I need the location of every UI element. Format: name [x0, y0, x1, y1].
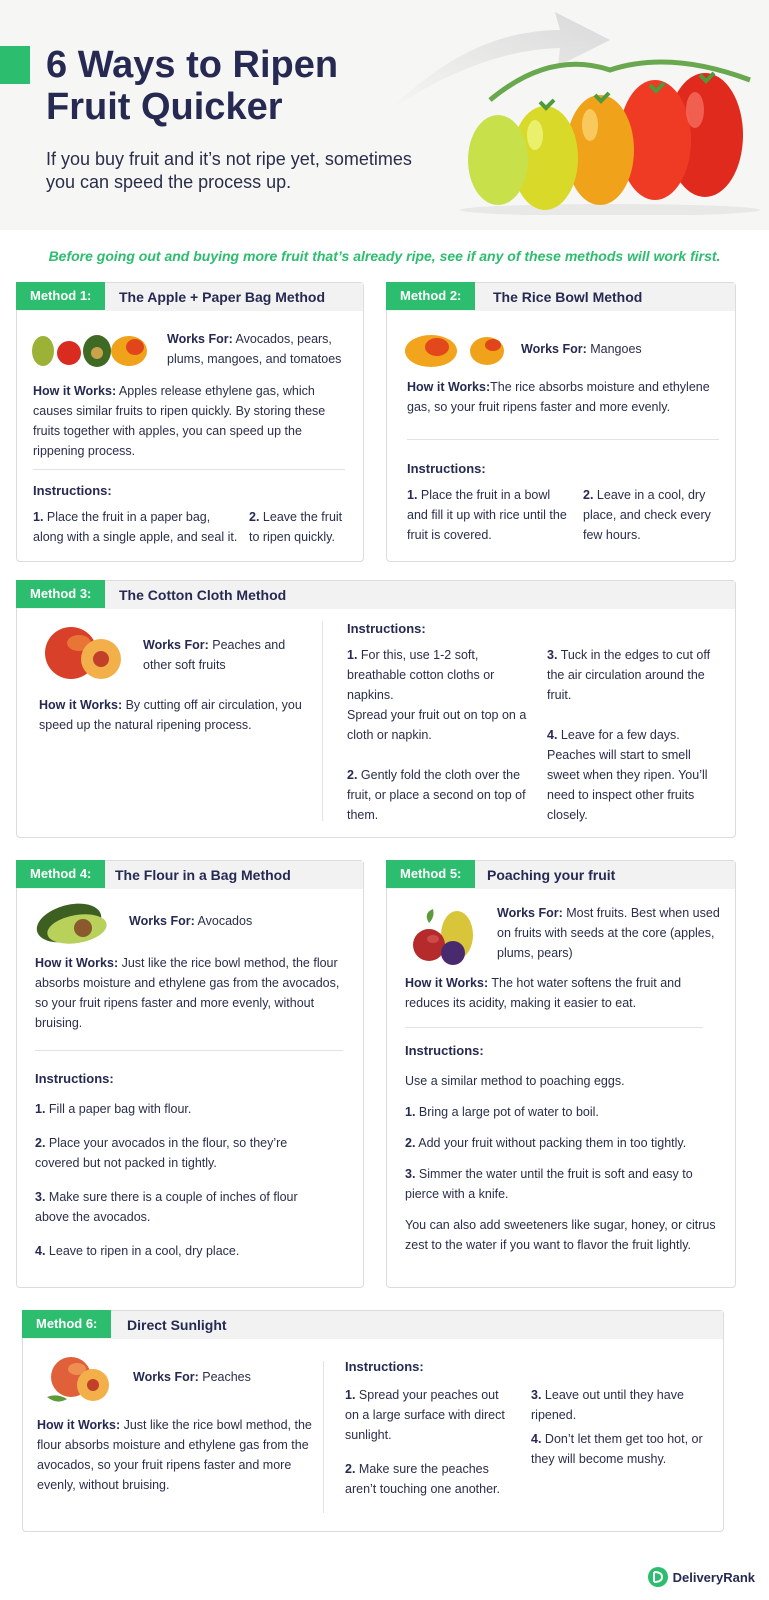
method-6-badge: Method 6: [22, 1310, 111, 1338]
intro-text: Before going out and buying more fruit that’s already ripe, see if any of these methods will work first. [48, 248, 721, 264]
method-5-step-1: 1. Bring a large pot of water to boil. [405, 1105, 599, 1119]
method-6-how-it-works: How it Works: Just like the rice bowl method, the flour absorbs moisture and ethylene gas from the avocados, so your fruit ripens faster and more evenly, without bruising. [37, 1418, 312, 1492]
mixed-fruits-icon [409, 901, 485, 967]
method-1-card [16, 282, 364, 562]
method-6-works-for: Works For: Peaches [133, 1370, 251, 1384]
method-4-title: The Flour in a Bag Method [115, 867, 291, 883]
method-1-divider [33, 469, 345, 470]
method-3-step-4: 4. Leave for a few days. Peaches will start to smell sweet when they ripen. You’ll need to inspect other fruits closely. [547, 728, 708, 822]
method-3-title: The Cotton Cloth Method [119, 587, 287, 603]
method-5-step-3: 3. Simmer the water until the fruit is soft and easy to pierce with a knife. [405, 1167, 693, 1201]
method-3-how-it-works: How it Works: By cutting off air circulation, you speed up the natural ripening process. [39, 698, 302, 732]
method-4-works-for: Works For: Avocados [129, 914, 253, 928]
title-accent-bar [0, 46, 30, 84]
method-6-divider [323, 1361, 324, 1513]
mango-icon [405, 329, 505, 369]
method-2-how-it-works: How it Works:The rice absorbs moisture and ethylene gas, so your fruit ripens faster and more evenly. [407, 380, 710, 414]
method-5-title: Poaching your fruit [487, 867, 616, 883]
method-2-step-1: 1. Place the fruit in a bowl and fill it up with rice until the fruit is covered. [407, 488, 567, 542]
method-3-step-3: 3. Tuck in the edges to cut off the air circulation around the fruit. [547, 648, 711, 702]
method-5-card [386, 860, 736, 1288]
method-4-how-it-works: How it Works: Just like the rice bowl method, the flour absorbs moisture and ethylene gas from the avocados, so your fruit ripens faster and more evenly, without bruising. [35, 956, 340, 1030]
method-3-works-for: Works For: Peaches and other soft fruits [143, 638, 286, 672]
method-2-instructions-heading: Instructions: [407, 461, 486, 476]
method-5-how-it-works: How it Works: The hot water softens the fruit and reduces its acidity, making it easier to eat. [405, 976, 682, 1010]
method-2-divider [407, 439, 719, 440]
delivery-logo-icon [648, 1567, 668, 1587]
method-2-works-for: Works For: Mangoes [521, 342, 642, 356]
brand-name: DeliveryRank [672, 1569, 755, 1585]
method-3-step-1: 1. For this, use 1-2 soft, breathable cotton cloths or napkins. Spread your fruit out on top on a cloth or napkin. [347, 648, 527, 742]
method-4-card [16, 860, 364, 1288]
method-6-card [22, 1310, 724, 1532]
method-2-step-2: 2. Leave in a cool, dry place, and check every few hours. [583, 488, 711, 542]
page-title: 6 Ways to Ripen Fruit Quicker [46, 44, 339, 128]
avocado-icon [35, 901, 115, 947]
method-6-title: Direct Sunlight [127, 1317, 227, 1333]
method-5-divider [405, 1027, 703, 1028]
method-1-badge: Method 1: [16, 282, 105, 310]
method-6-step-1: 1. Spread your peaches out on a large surface with direct sunlight. [345, 1388, 505, 1442]
method-1-title: The Apple + Paper Bag Method [119, 289, 326, 305]
method-1-how-it-works: How it Works: Apples release ethylene gas, which causes similar fruits to ripen quickly. By storing these fruits together with apples, you can speed up the rippening process. [33, 384, 326, 458]
method-5-note: You can also add sweeteners like sugar, honey, or citrus zest to the water if you want to flavor the fruit lightly. [405, 1218, 716, 1252]
method-2-card [386, 282, 736, 562]
method-5-works-for: Works For: Most fruits. Best when used on fruits with seeds at the core (apples, plums, pears) [497, 906, 720, 960]
method-4-badge: Method 4: [16, 860, 105, 888]
method-2-title: The Rice Bowl Method [493, 289, 643, 305]
method-3-divider [322, 621, 323, 821]
method-3-instructions-heading: Instructions: [347, 621, 426, 636]
method-4-instructions-heading: Instructions: [35, 1071, 114, 1086]
method-1-step-1: 1. Place the fruit in a paper bag, along with a single apple, and seal it. [33, 510, 238, 544]
method-6-step-3: 3. Leave out until they have ripened. [531, 1388, 684, 1422]
method-6-step-2: 2. Make sure the peaches aren’t touching one another. [345, 1462, 500, 1496]
method-1-instructions-heading: Instructions: [33, 483, 112, 498]
method-1-step-2: 2. Leave the fruit to ripen quickly. [249, 510, 343, 544]
method-4-step-3: 3. Make sure there is a couple of inches of flour above the avocados. [35, 1190, 298, 1224]
method-6-instructions-heading: Instructions: [345, 1359, 424, 1374]
method-2-badge: Method 2: [386, 282, 475, 310]
method-5-step-2: 2. Add your fruit without packing them in too tightly. [405, 1136, 687, 1150]
method-3-step-2: 2. Gently fold the cloth over the fruit, or place a second on top of them. [347, 768, 526, 822]
peach-icon [43, 1353, 113, 1405]
tomatoes-image [450, 40, 760, 215]
mixed-fruit-icon [31, 329, 151, 369]
peach-icon [41, 625, 125, 681]
method-4-divider [35, 1050, 343, 1051]
page-subtitle: If you buy fruit and it’s not ripe yet, sometimes you can speed the process up. [46, 149, 412, 192]
method-5-badge: Method 5: [386, 860, 475, 888]
method-5-instructions-heading: Instructions: [405, 1043, 484, 1058]
method-4-step-4: 4. Leave to ripen in a cool, dry place. [35, 1244, 240, 1258]
method-6-step-4: 4. Don’t let them get too hot, or they will become mushy. [531, 1432, 703, 1466]
method-1-works-for: Works For: Avocados, pears, plums, mangoes, and tomatoes [167, 332, 342, 366]
method-4-step-2: 2. Place your avocados in the flour, so they’re covered but not packed in tightly. [35, 1136, 288, 1170]
brand-logo [648, 1565, 755, 1589]
method-4-step-1: 1. Fill a paper bag with flour. [35, 1102, 192, 1116]
method-5-intro: Use a similar method to poaching eggs. [405, 1074, 625, 1088]
method-3-card [16, 580, 736, 838]
method-3-badge: Method 3: [16, 580, 105, 608]
